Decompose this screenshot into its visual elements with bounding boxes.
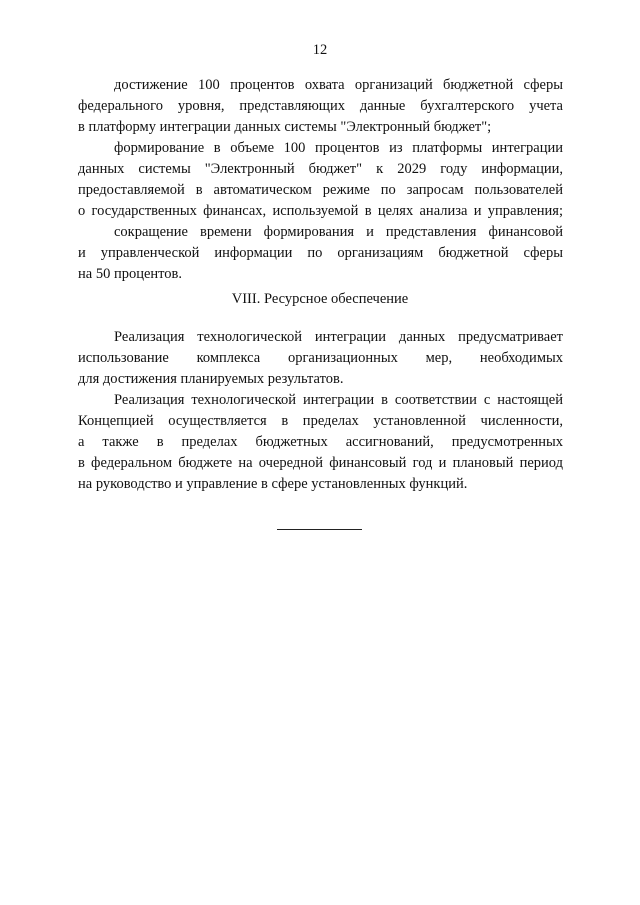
paragraph-line: федерального уровня, представляющих данные бухгалтерского учета (78, 98, 563, 114)
paragraph-line: Концепцией осуществляется в пределах установленной численности, (78, 413, 563, 429)
page-number: 12 (312, 42, 328, 58)
paragraph-line: в федеральном бюджете на очередной финансовый год и плановый период (78, 455, 563, 471)
paragraph-line: Реализация технологической интеграции данных предусматривает (114, 329, 563, 345)
paragraph-line: а также в пределах бюджетных ассигнований, предусмотренных (78, 434, 563, 450)
paragraph-line: на руководство и управление в сфере установленных функций. (78, 476, 468, 492)
paragraph-line: формирование в объеме 100 процентов из платформы интеграции (114, 140, 563, 156)
paragraph-line: данных системы "Электронный бюджет" к 2029 году информации, (78, 161, 563, 177)
closing-rule (277, 529, 362, 530)
paragraph-line: и управленческой информации по организациям бюджетной сферы (78, 245, 563, 261)
paragraph-line: на 50 процентов. (78, 266, 183, 282)
paragraph-line: о государственных финансах, используемой в целях анализа и управления; (78, 203, 563, 219)
paragraph-line: в платформу интеграции данных системы "Электронный бюджет"; (78, 119, 492, 135)
section-heading: VIII. Ресурсное обеспечение (231, 291, 409, 307)
paragraph-line: сокращение времени формирования и представления финансовой (114, 224, 563, 240)
paragraph-line: Реализация технологической интеграции в соответствии с настоящей (114, 392, 563, 408)
paragraph-line: для достижения планируемых результатов. (78, 371, 344, 387)
paragraph-line: предоставляемой в автоматическом режиме по запросам пользователей (78, 182, 563, 198)
paragraph-line: достижение 100 процентов охвата организаций бюджетной сферы (114, 77, 563, 93)
paragraph-line: использование комплекса организационных мер, необходимых (78, 350, 563, 366)
